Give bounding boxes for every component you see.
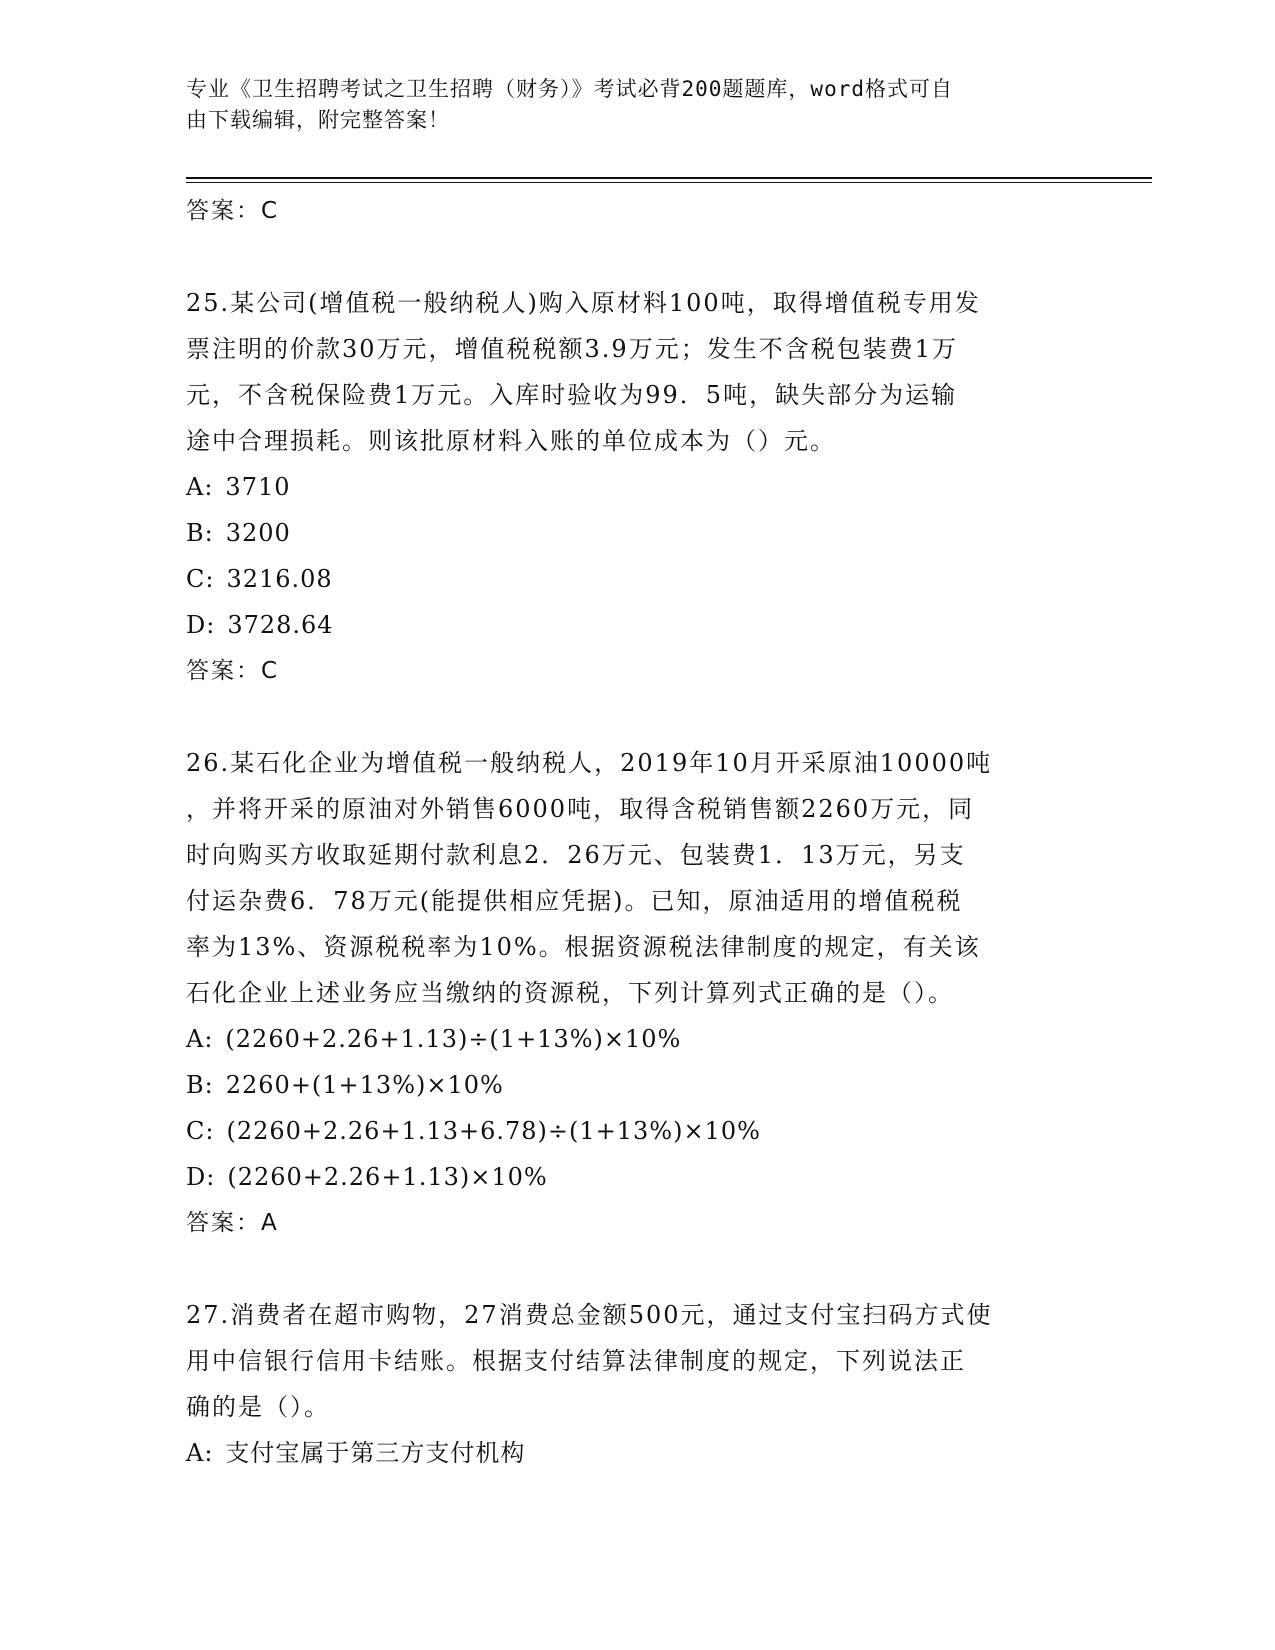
header-line-2: 由下载编辑，附完整答案！	[186, 108, 450, 132]
option-letter: D:	[186, 1163, 216, 1191]
option-a	[186, 464, 1086, 510]
question-27	[186, 1292, 1086, 1476]
question-stem-line: 26.某石化企业为增值税一般纳税人，2019年10月开采原油10000吨	[186, 749, 993, 777]
option-text: (2260+2.26+1.13+6.78)÷(1+13%)×10%	[226, 1117, 761, 1145]
spacer	[186, 694, 1086, 740]
option-text: 3728.64	[227, 611, 334, 639]
option-letter: C:	[186, 1117, 215, 1145]
question-stem-line: 时向购买方收取延期付款利息2．26万元、包装费1．13万元，另支	[186, 841, 966, 869]
question-stem-line: 用中信银行信用卡结账。根据支付结算法律制度的规定，下列说法正	[186, 1347, 966, 1375]
previous-answer: 答案：C	[186, 198, 280, 224]
option-text: (2260+2.26+1.13)÷(1+13%)×10%	[225, 1025, 682, 1053]
question-stem-line: 率为13%、资源税税率为10%。根据资源税法律制度的规定，有关该	[186, 933, 981, 961]
option-b	[186, 1062, 1086, 1108]
question-stem-line: 27.消费者在超市购物，27消费总金额500元，通过支付宝扫码方式使	[186, 1301, 993, 1329]
spacer	[186, 1246, 1086, 1292]
option-a	[186, 1016, 1086, 1062]
question-stem-line: 付运杂费6．78万元(能提供相应凭据)。已知，原油适用的增值税税	[186, 887, 963, 915]
question-stem-line: 石化企业上述业务应当缴纳的资源税，下列计算列式正确的是（）。	[186, 979, 954, 1007]
header-divider-thick	[186, 177, 1152, 179]
option-letter: A:	[186, 1439, 214, 1467]
header-divider-thin	[186, 182, 1152, 183]
page-header	[186, 74, 1066, 136]
option-letter: B:	[186, 1071, 214, 1099]
option-letter: B:	[186, 519, 214, 547]
option-letter: D:	[186, 611, 216, 639]
option-c	[186, 1108, 1086, 1154]
answer-line: 答案：A	[186, 1210, 279, 1236]
question-stem-line: 途中合理损耗。则该批原材料入账的单位成本为（）元。	[186, 427, 836, 455]
question-stem-line: 票注明的价款30万元，增值税税额3.9万元；发生不含税包装费1万	[186, 335, 958, 363]
option-d	[186, 1154, 1086, 1200]
header-line-1: 专业《卫生招聘考试之卫生招聘（财务）》考试必背200题题库，word格式可自	[186, 77, 953, 101]
option-a	[186, 1430, 1086, 1476]
question-25	[186, 280, 1086, 694]
option-b	[186, 510, 1086, 556]
spacer	[186, 234, 1086, 280]
option-d	[186, 602, 1086, 648]
question-stem-line: ，并将开采的原油对外销售6000吨，取得含税销售额2260万元，同	[186, 795, 975, 823]
option-text: 2260+(1+13%)×10%	[225, 1071, 504, 1099]
question-stem-line: 确的是（）。	[186, 1393, 330, 1421]
option-text: 支付宝属于第三方支付机构	[225, 1439, 526, 1467]
option-c	[186, 556, 1086, 602]
question-list	[186, 188, 1086, 1476]
option-letter: A:	[186, 1025, 214, 1053]
question-stem-line: 25.某公司(增值税一般纳税人)购入原材料100吨，取得增值税专用发	[186, 289, 981, 317]
question-stem-line: 元，不含税保险费1万元。入库时验收为99．5吨，缺失部分为运输	[186, 381, 958, 409]
option-text: 3216.08	[226, 565, 333, 593]
option-text: 3200	[225, 519, 291, 547]
question-26	[186, 740, 1086, 1246]
option-letter: A:	[186, 473, 214, 501]
option-text: (2260+2.26+1.13)×10%	[227, 1163, 548, 1191]
answer-line: 答案：C	[186, 658, 280, 684]
option-text: 3710	[225, 473, 291, 501]
option-letter: C:	[186, 565, 215, 593]
